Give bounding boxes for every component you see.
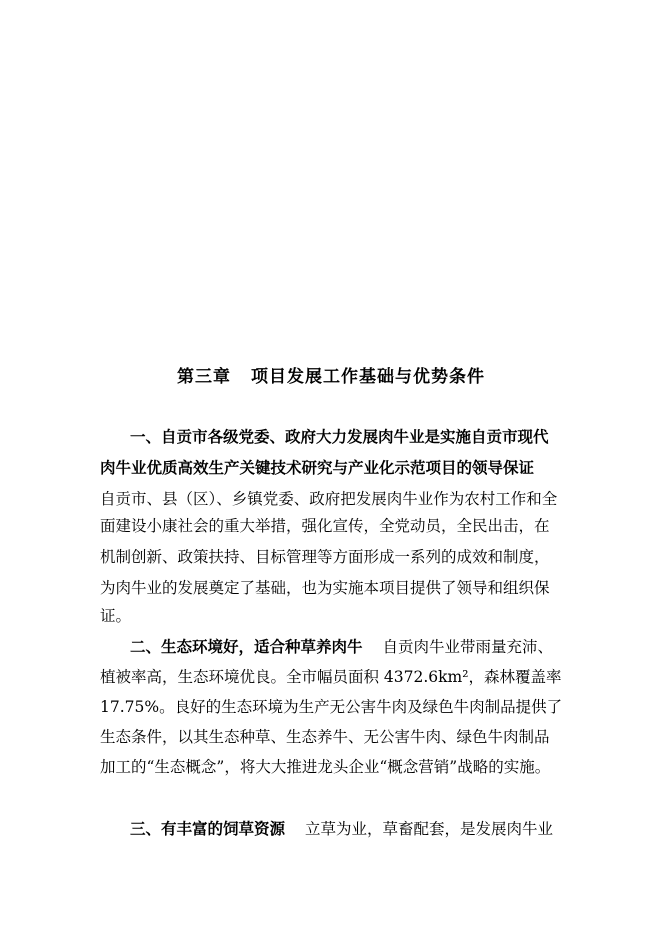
section1-body-line: 机制创新、政策扶持、目标管理等方面形成一系列的成效和制度， (100, 548, 550, 566)
section2-first-line-text: 自贡肉牛业带雨量充沛、 (382, 638, 554, 656)
section1-body-line: 面建设小康社会的重大举措，强化宣传，全党动员，全民出击，在 (100, 517, 550, 535)
section2-body-line: 加工的“生态概念”，将大大推进龙头企业“概念营销”战略的实施。 (100, 758, 551, 776)
section3-first-line-text: 立草为业，草畜配套，是发展肉牛业 (305, 820, 554, 838)
section1-body-line: 为肉牛业的发展奠定了基础，也为实施本项目提供了领导和组织保 (100, 579, 550, 597)
section1-body-line: 证。 (100, 607, 132, 625)
section3-heading: 三、有丰富的饲草资源 (130, 820, 286, 838)
chapter-title (0, 362, 662, 387)
chapter-number: 第三章 (177, 367, 231, 387)
section1-heading-line2: 肉牛业优质高效生产关键技术研究与产业化示范项目的领导保证 (100, 459, 535, 477)
section1-body-line: 自贡市、县（区）、乡镇党委、政府把发展肉牛业作为农村工作和全 (100, 490, 558, 508)
section2-body-line: 17.75%。良好的生态环境为生产无公害牛肉及绿色牛肉制品提供了 (100, 698, 563, 716)
section2-body-line: 生态条件，以其生态种草、生态养牛、无公害牛肉、绿色牛肉制品 (100, 728, 550, 746)
section2-body-line: 植被率高，生态环境优良。全市幅员面积 4372.6km²，森林覆盖率 (100, 668, 562, 686)
section3-first-line (130, 822, 553, 838)
section2-first-line (130, 640, 553, 656)
section2-heading: 二、生态环境好，适合种草养肉牛 (130, 638, 363, 656)
section1-heading-line1: 一、自贡市各级党委、政府大力发展肉牛业是实施自贡市现代 (130, 428, 549, 446)
chapter-title-text: 项目发展工作基础与优势条件 (251, 367, 485, 387)
